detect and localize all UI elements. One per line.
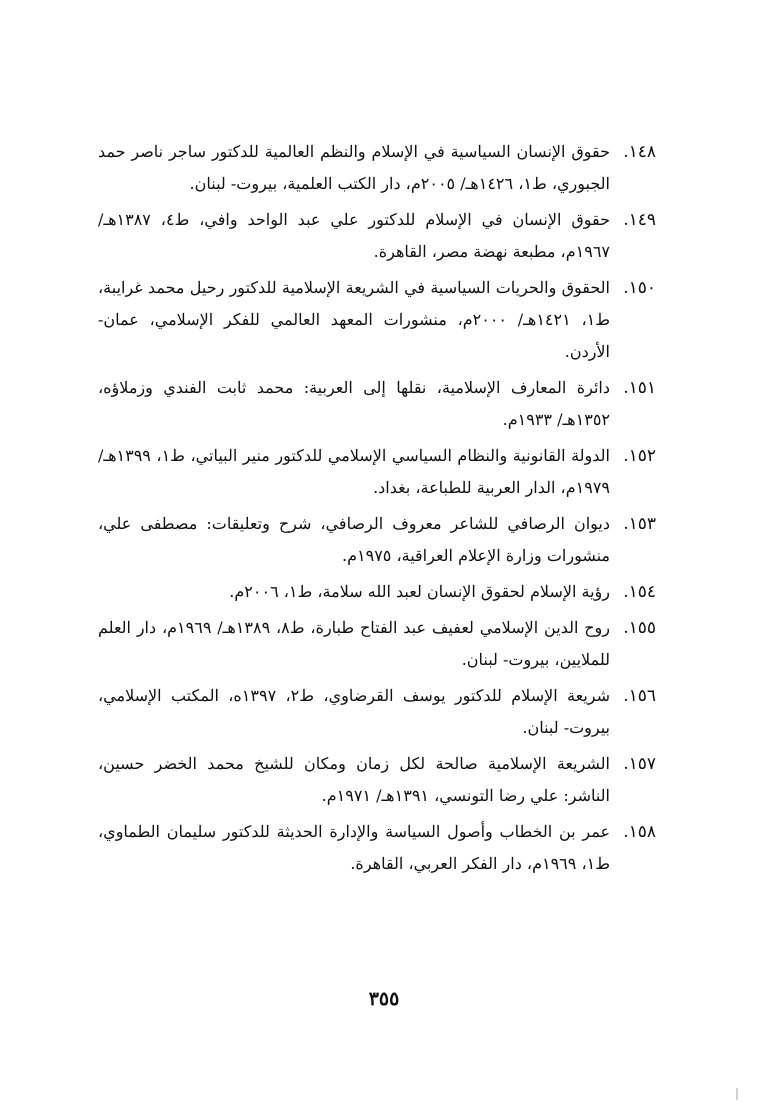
reference-item xyxy=(98,136,656,200)
reference-item xyxy=(98,748,656,812)
reference-text: حقوق الإنسان السياسية في الإسلام والنظم العالمية للدكتور ساجر ناصر حمد الجبوري، ط١، ١٤٢٦هـ/ ٢٠٠٥م، دار الكتب العلمية، بيروت- لبنان. xyxy=(98,142,610,193)
reference-number: ١٥٠. xyxy=(623,278,656,298)
reference-text: دائرة المعارف الإسلامية، نقلها إلى العربية: محمد ثابت الفندي وزملاؤه، ١٣٥٢هـ/ ١٩٣٣م. xyxy=(98,378,610,429)
reference-item xyxy=(98,204,656,268)
reference-item xyxy=(98,440,656,504)
reference-item xyxy=(98,612,656,676)
reference-item xyxy=(98,272,656,368)
reference-number: ١٥٧. xyxy=(623,754,656,774)
reference-item xyxy=(98,816,656,880)
reference-text: عمر بن الخطاب وأصول السياسة والإدارة الحديثة للدكتور سليمان الطماوي، ط١، ١٩٦٩م، دار الفكر العربي، القاهرة. xyxy=(98,822,610,873)
reference-text: الدولة القانونية والنظام السياسي الإسلامي للدكتور منير البياتي، ط١، ١٣٩٩هـ/ ١٩٧٩م، الدار العربية للطباعة، بغداد. xyxy=(98,446,610,497)
reference-text: شريعة الإسلام للدكتور يوسف القرضاوي، ط٢، ١٣٩٧ه، المكتب الإسلامي، بيروت- لبنان. xyxy=(98,686,611,737)
reference-number: ١٤٨. xyxy=(623,142,656,162)
reference-text: الشريعة الإسلامية صالحة لكل زمان ومكان للشيخ محمد الخضر حسين، الناشر: علي رضا التونسي، ١٣٩١هـ/ ١٩٧١م. xyxy=(98,754,610,805)
reference-text: حقوق الإنسان في الإسلام للدكتور علي عبد الواحد وافي، ط٤، ١٣٨٧هـ/ ١٩٦٧م، مطبعة نهضة مصر، القاهرة. xyxy=(98,210,611,261)
reference-text: ديوان الرصافي للشاعر معروف الرصافي، شرح وتعليقات: مصطفى علي، منشورات وزارة الإعلام العراقية، ١٩٧٥م. xyxy=(98,514,610,565)
reference-number: ١٤٩. xyxy=(623,210,656,230)
reference-number: ١٥٦. xyxy=(623,686,656,706)
reference-item xyxy=(98,576,656,608)
reference-item xyxy=(98,680,656,744)
scan-edge-mark xyxy=(736,1088,738,1100)
reference-text: روح الدين الإسلامي لعفيف عبد الفتاح طبارة، ط٨، ١٣٨٩هـ/ ١٩٦٩م، دار العلم للملايين، بيروت- لبنان. xyxy=(98,618,611,669)
page-number: ٣٥٥ xyxy=(368,988,400,1010)
reference-text: الحقوق والحريات السياسية في الشريعة الإسلامية للدكتور رحيل محمد غرايبة، ط١، ١٤٢١هـ/ ٢٠٠٠م، منشورات المعهد العالمي للفكر الإسلامي، عمان- الأردن. xyxy=(98,278,611,361)
reference-text: رؤية الإسلام لحقوق الإنسان لعبد الله سلامة، ط١، ٢٠٠٦م. xyxy=(229,582,610,601)
reference-number: ١٥٨. xyxy=(623,822,656,842)
reference-item xyxy=(98,508,656,572)
reference-number: ١٥٣. xyxy=(623,514,656,534)
reference-number: ١٥١. xyxy=(623,378,656,398)
reference-number: ١٥٥. xyxy=(623,618,656,638)
reference-number: ١٥٤. xyxy=(623,582,656,602)
reference-number: ١٥٢. xyxy=(623,446,656,466)
reference-list xyxy=(98,136,656,884)
reference-item xyxy=(98,372,656,436)
